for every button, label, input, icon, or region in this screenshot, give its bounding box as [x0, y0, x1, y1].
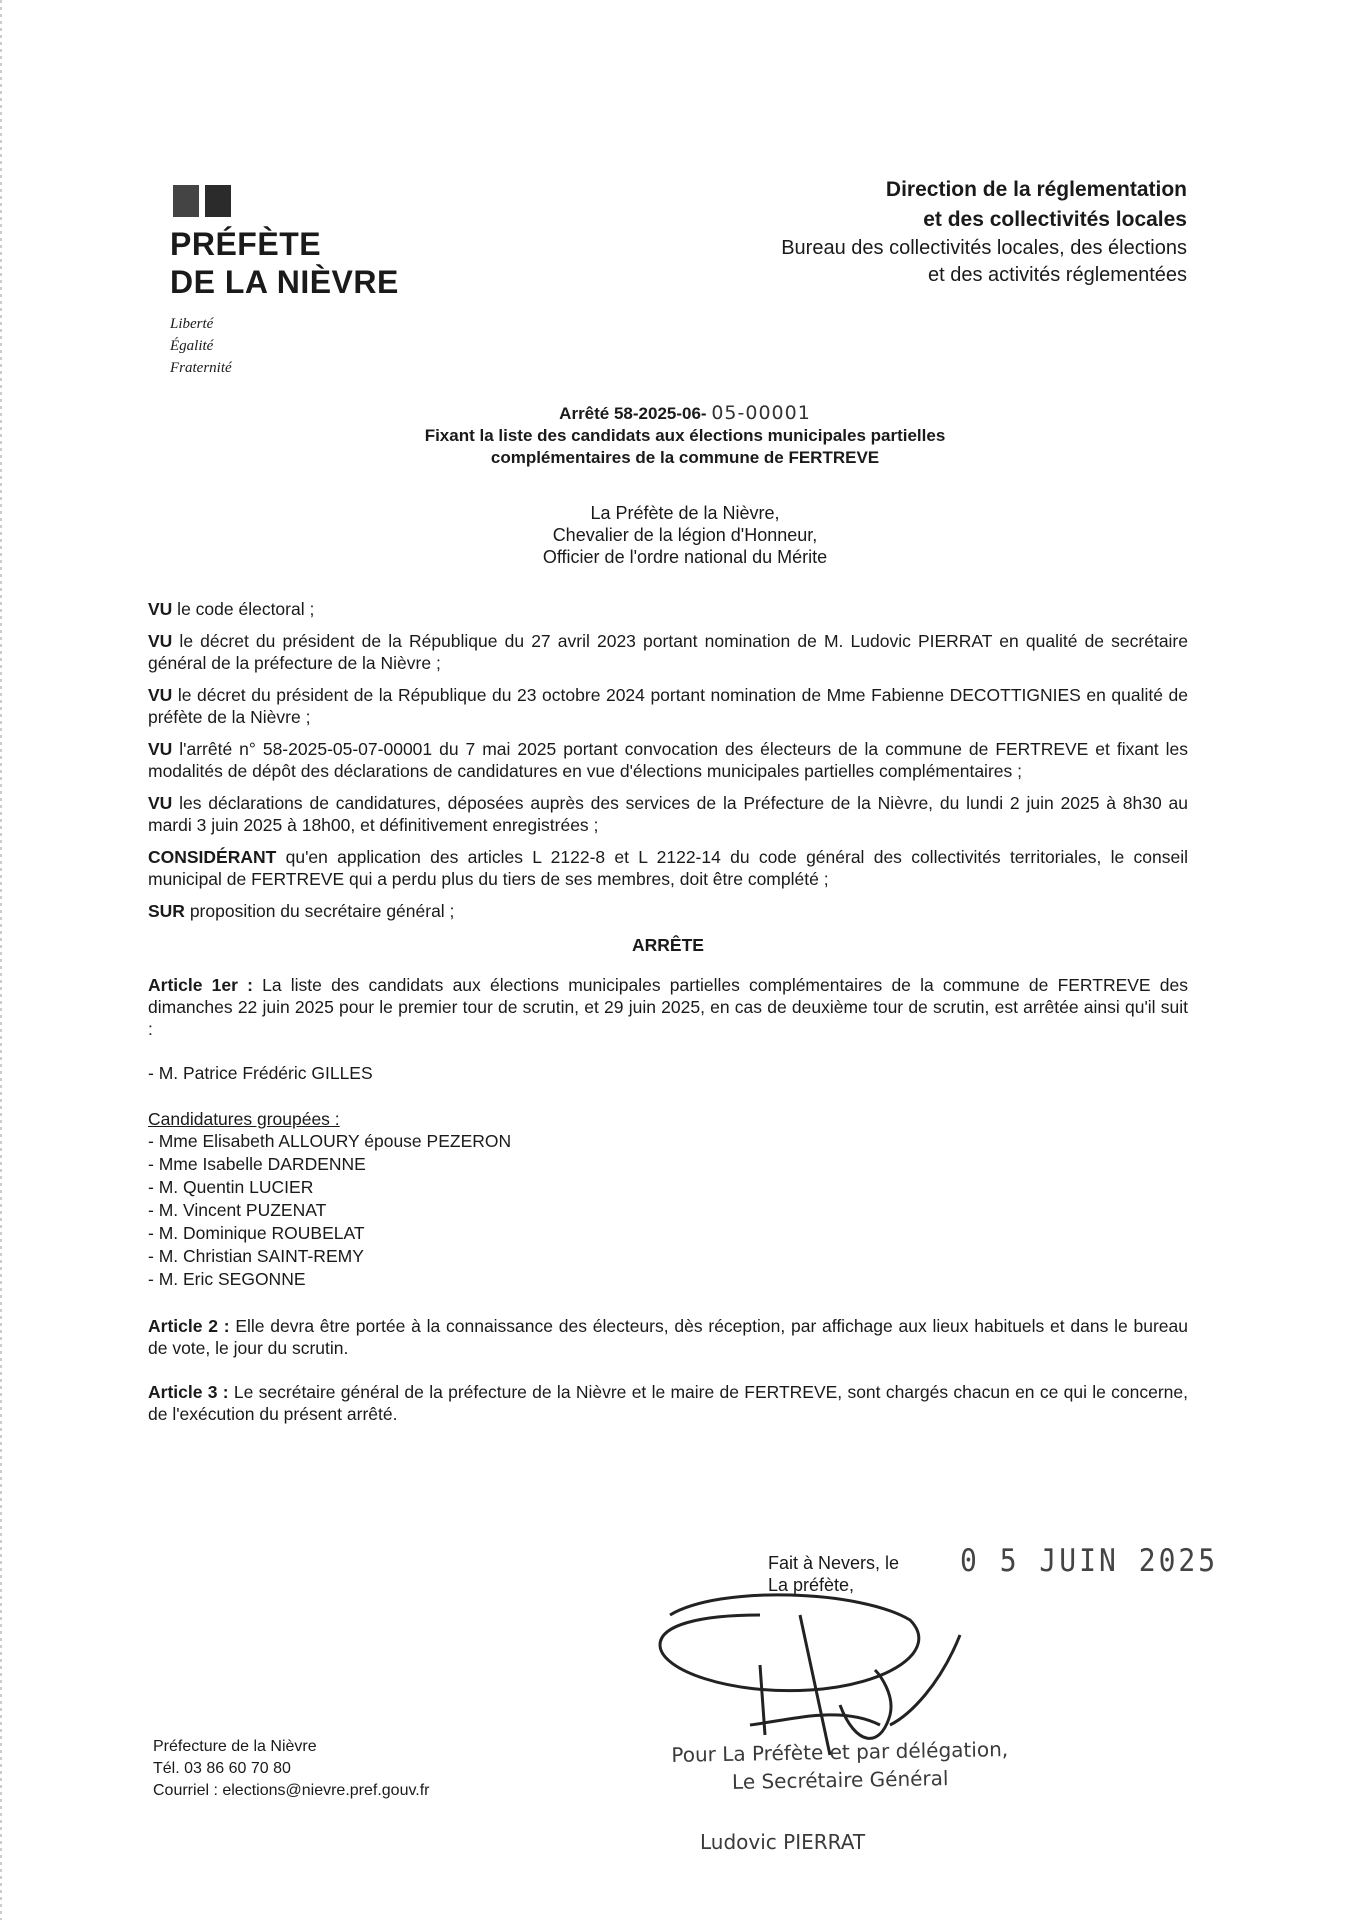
prefecture-logo [170, 185, 420, 379]
consideration-text: les déclarations de candidatures, déposées auprès des services de la Préfecture de la Nièvre, du lundi 2 juin 2025 à 8h30 au mardi 3 juin 2025 à 18h00, et définitivement enregistrées ; [148, 793, 1188, 835]
list-item: - M. Quentin LUCIER [148, 1177, 314, 1197]
motto-liberte: Liberté [170, 316, 214, 332]
footer-email: Courriel : elections@nievre.pref.gouv.fr [153, 1782, 430, 1799]
group-candidates-list [148, 1130, 1188, 1291]
article-1 [148, 974, 1188, 1040]
direction-header [587, 175, 1187, 289]
bureau-line2: et des activités réglementées [927, 264, 1187, 286]
scan-edge [0, 0, 2, 1920]
decree-number-handwritten: 05-00001 [711, 402, 811, 424]
article-2 [148, 1315, 1188, 1359]
footer-contact [153, 1736, 430, 1802]
decree-number-printed: Arrêté 58-2025-06- [559, 404, 707, 423]
list-item: - Mme Isabelle DARDENNE [148, 1154, 366, 1174]
date-stamp: 0 5 JUIN 2025 [960, 1542, 1219, 1579]
authority-line2: Chevalier de la légion d'Honneur, [552, 525, 818, 545]
consideration [148, 900, 1188, 922]
consideration-text: proposition du secrétaire général ; [184, 901, 455, 921]
single-candidate: - M. Patrice Frédéric GILLES [148, 1063, 373, 1083]
decree-heading [240, 402, 1130, 469]
motto-fraternite: Fraternité [170, 360, 232, 376]
decree-subject-line2: complémentaires de la commune de FERTREVE [490, 448, 880, 467]
footer-phone: Tél. 03 86 60 70 80 [153, 1760, 291, 1777]
motto-egalite: Égalité [170, 338, 214, 354]
prefete-label: La préfète, [768, 1575, 855, 1595]
group-candidates [148, 1108, 1188, 1291]
delegation-stamp [620, 1734, 1061, 1798]
article-1-label: Article 1er : [148, 975, 253, 995]
signer-name: Ludovic PIERRAT [700, 1830, 866, 1854]
list-item: - M. Eric SEGONNE [148, 1269, 306, 1289]
logo-name [170, 225, 420, 301]
consideration [148, 630, 1188, 674]
arrete-heading: ARRÊTE [632, 935, 704, 955]
list-item: - M. Dominique ROUBELAT [148, 1223, 365, 1243]
decree-subject-line1: Fixant la liste des candidats aux élections municipales partielles [424, 426, 946, 445]
decree-number [240, 402, 1130, 425]
direction-title-line1: Direction de la réglementation [885, 178, 1187, 201]
consideration-lead: VU [148, 599, 173, 619]
consideration [148, 684, 1188, 728]
consideration-lead: VU [148, 793, 173, 813]
list-item: - M. Vincent PUZENAT [148, 1200, 327, 1220]
consideration [148, 792, 1188, 836]
logo-name-line2: DE LA NIÈVRE [170, 264, 399, 300]
consideration-text: le code électoral ; [172, 599, 315, 619]
list-item: - Mme Elisabeth ALLOURY épouse PEZERON [148, 1131, 512, 1151]
decree-body [148, 598, 1188, 1435]
authority-block [240, 502, 1130, 568]
consideration-lead: SUR [148, 901, 185, 921]
consideration-text: qu'en application des articles L 2122-8 et L 2122-14 du code général des collectivités territoriales, le conseil municipal de FERTREVE qui a perdu plus du tiers de ses membres, doit être complété ; [148, 847, 1188, 889]
bureau-line1: Bureau des collectivités locales, des élections [781, 237, 1187, 259]
article-3-text: Le secrétaire général de la préfecture de la Nièvre et le maire de FERTREVE, sont chargés chacun en ce qui le concerne, de l'exécution du présent arrêté. [148, 1382, 1188, 1424]
consideration-lead: VU [148, 739, 173, 759]
consideration-text: l'arrêté n° 58-2025-05-07-00001 du 7 mai 2025 portant convocation des électeurs de la commune de FERTREVE et fixant les modalités de dépôt des déclarations de candidatures en vue d'élections municipales partielles complémentaires ; [148, 739, 1188, 781]
authority-line1: La Préfète de la Nièvre, [590, 503, 780, 523]
marianne-emblem-icon [173, 185, 420, 217]
authority-line3: Officier de l'ordre national du Mérite [542, 547, 828, 567]
republic-motto [170, 313, 420, 379]
delegation-line1: Pour La Préfète et par délégation, [671, 1737, 1009, 1767]
list-item: - M. Christian SAINT-REMY [148, 1246, 364, 1266]
footer-prefecture: Préfecture de la Nièvre [153, 1738, 317, 1755]
consideration [148, 738, 1188, 782]
consideration [148, 846, 1188, 890]
consideration-lead: CONSIDÉRANT [148, 847, 277, 867]
fait-a-nevers: Fait à Nevers, le [768, 1553, 900, 1573]
delegation-line2: Le Secrétaire Général [731, 1766, 949, 1794]
consideration [148, 598, 1188, 620]
article-2-label: Article 2 : [148, 1316, 230, 1336]
article-2-text: Elle devra être portée à la connaissance des électeurs, dès réception, par affichage aux lieux habituels et dans le bureau de vote, le jour du scrutin. [148, 1316, 1188, 1358]
logo-name-line1: PRÉFÈTE [170, 226, 322, 262]
direction-title-line2: et des collectivités locales [923, 208, 1187, 231]
consideration-lead: VU [148, 631, 173, 651]
article-1-text: La liste des candidats aux élections municipales partielles complémentaires de la commune de FERTREVE des dimanches 22 juin 2025 pour le premier tour de scrutin, et 29 juin 2025, en cas de deuxième tour de scrutin, est arrêtée ainsi qu'il suit : [148, 975, 1188, 1039]
group-candidates-title: Candidatures groupées : [148, 1109, 340, 1129]
consideration-lead: VU [148, 685, 173, 705]
consideration-text: le décret du président de la République du 27 avril 2023 portant nomination de M. Ludovic PIERRAT en qualité de secrétaire général de la préfecture de la Nièvre ; [148, 631, 1188, 673]
article-3 [148, 1381, 1188, 1425]
consideration-text: le décret du président de la République du 23 octobre 2024 portant nomination de Mme Fabienne DECOTTIGNIES en qualité de préfète de la Nièvre ; [148, 685, 1188, 727]
article-3-label: Article 3 : [148, 1382, 229, 1402]
